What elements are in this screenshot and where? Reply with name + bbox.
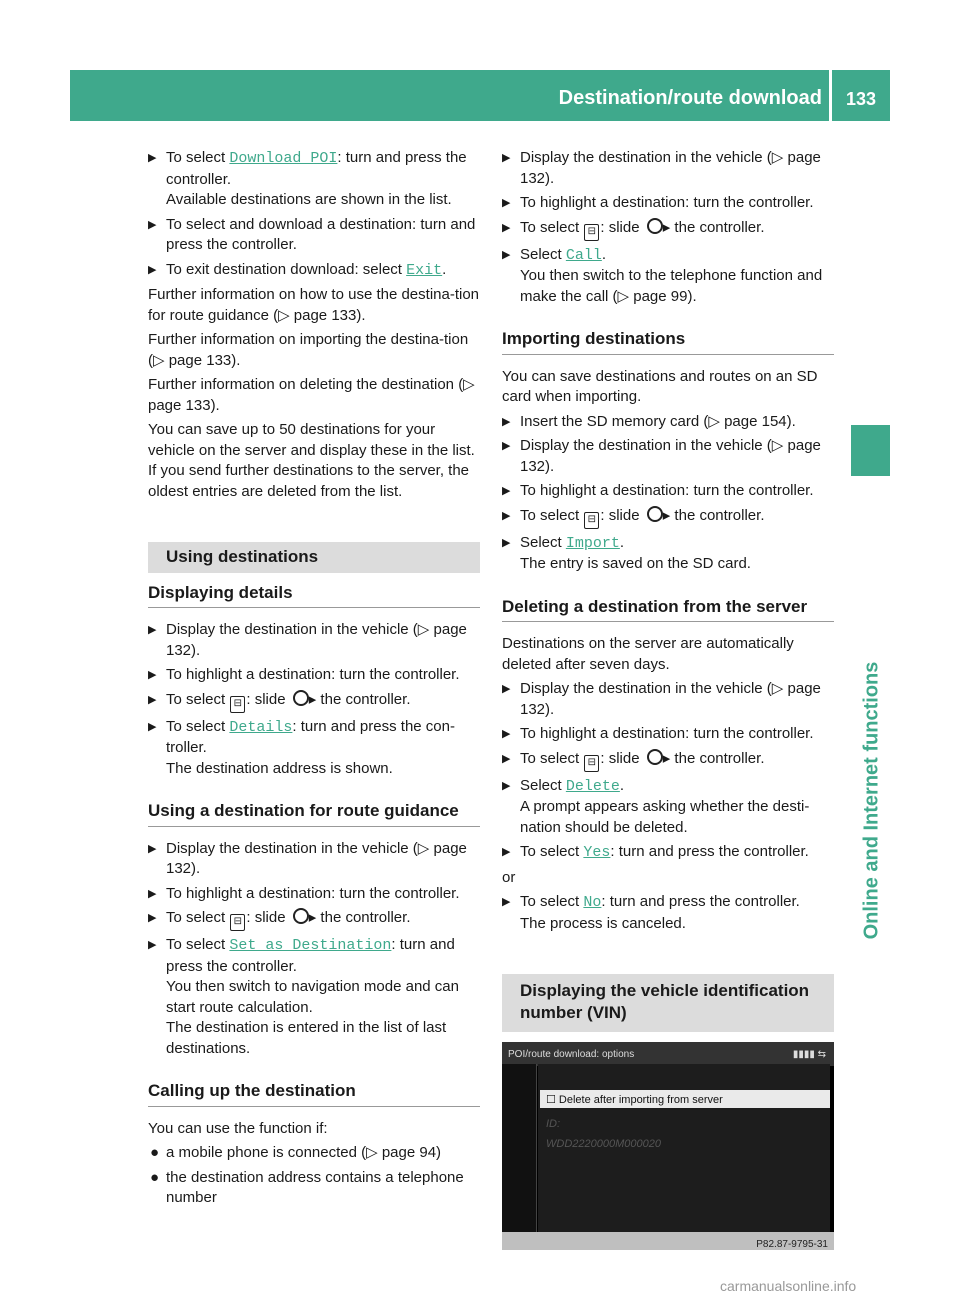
menu-item-label: Delete	[565, 777, 620, 795]
step-item	[502, 892, 834, 934]
step-text: the controller.	[316, 909, 411, 926]
step-text: To highlight a destination: turn the controller.	[166, 666, 460, 683]
step-text: : turn and press the controller.	[166, 149, 467, 188]
step-arrow-icon: ▶	[502, 248, 511, 261]
import-steps	[502, 412, 834, 575]
step-item	[502, 148, 834, 189]
signal-icon: ▮▮▮▮ ⇆	[792, 1049, 826, 1060]
vin-screenshot	[502, 1042, 834, 1250]
step-arrow-icon: ▶	[148, 887, 157, 900]
bullet-icon: ●	[150, 1168, 160, 1186]
step-text: To select	[166, 909, 230, 926]
menu-item-label: Details	[229, 718, 293, 736]
controller-icon	[647, 218, 663, 234]
step-result: A prompt appears asking whether the desti-nation should be deleted.	[520, 798, 810, 836]
step-text: To highlight a destination: turn the controller.	[166, 884, 460, 902]
delete-steps	[502, 679, 834, 864]
step-result: The process is canceled.	[520, 914, 686, 932]
step-text: To select	[520, 218, 584, 236]
screen-vin: WDD2220000M000020	[546, 1138, 661, 1150]
calling-intro: You can use the function if:	[148, 1119, 328, 1137]
paragraph: Further information on how to use the destina-tion for route guidance (▷ page 133).	[148, 286, 480, 324]
import-intro: You can save destinations and routes on an SD card when importing.	[502, 367, 818, 405]
step-text: To highlight a destination: turn the controller.	[520, 194, 814, 211]
step-text: Select	[520, 776, 566, 794]
options-icon: ⊟	[584, 224, 599, 241]
step-text: To select and download a destination: turn and press the controller.	[166, 215, 476, 253]
header-bar	[70, 70, 890, 121]
menu-item-label: Set as Destination	[229, 937, 392, 954]
step-text: To select	[166, 690, 230, 708]
paragraph: Further information on importing the destina-tion (▷ page 133).	[148, 331, 469, 369]
step-text: Display the destination in the vehicle (▷ page 132).	[166, 839, 467, 877]
arrow-right-icon: ▸	[662, 506, 671, 524]
step-arrow-icon: ▶	[502, 197, 511, 209]
step-text: Select	[520, 245, 566, 263]
screen-title: POI/route download: options	[508, 1049, 635, 1060]
section-band-vin: Displaying the vehicle identification number (VIN)	[502, 974, 834, 1032]
step-item	[148, 717, 480, 780]
header-divider	[829, 70, 832, 121]
step-result: You then switch to the telephone function and make the call (▷ page 99).	[520, 267, 823, 305]
step-text: Display the destination in the vehicle (▷ page 132).	[520, 149, 821, 187]
or-text: or	[502, 868, 516, 886]
options-icon: ⊟	[584, 755, 599, 772]
step-arrow-icon: ▶	[148, 263, 157, 276]
step-text: To exit destination download: select	[166, 260, 407, 278]
step-text: To highlight a destination: turn the controller.	[520, 725, 814, 742]
step-item	[148, 935, 480, 1059]
step-arrow-icon: ▶	[502, 779, 511, 792]
step-text: : slide	[600, 218, 644, 236]
options-icon: ⊟	[584, 512, 599, 529]
step-text: .	[619, 776, 625, 794]
step-arrow-icon: ▶	[502, 440, 511, 452]
side-tab-label: Online and Internet functions	[860, 661, 883, 939]
step-item	[502, 412, 834, 433]
step-item	[148, 215, 480, 256]
step-item	[502, 506, 834, 529]
options-icon: ⊟	[230, 914, 245, 931]
step-text: Display the destination in the vehicle (▷ page 132).	[520, 437, 821, 475]
screen-code-bar	[502, 1232, 834, 1250]
step-result: Available destinations are shown in the list.	[166, 191, 452, 208]
right-column	[502, 148, 834, 1250]
heading-delete: Deleting a destination from the server	[502, 597, 834, 623]
heading-displaying: Displaying details	[148, 583, 480, 609]
step-arrow-icon: ▶	[148, 693, 157, 706]
step-arrow-icon: ▶	[148, 842, 157, 855]
call-steps	[502, 148, 834, 307]
step-text: To select	[520, 893, 584, 910]
step-text: : slide	[600, 506, 644, 524]
header-title: Destination/route download	[558, 87, 822, 109]
step-text: the controller.	[316, 690, 411, 708]
step-text: : turn and press the con-troller.	[166, 717, 455, 756]
step-item	[148, 908, 480, 931]
route-steps	[148, 839, 480, 1060]
menu-item-label: No	[583, 894, 602, 911]
arrow-right-icon: ▸	[308, 909, 317, 926]
step-text: .	[601, 245, 607, 263]
bullet-text: the destination address contains a telephone number	[166, 1168, 464, 1206]
step-arrow-icon: ▶	[502, 846, 511, 858]
calling-bullets	[148, 1143, 480, 1209]
step-text: Select	[520, 533, 566, 551]
step-item	[502, 679, 834, 720]
step-arrow-icon: ▶	[502, 683, 511, 695]
step-item	[502, 842, 834, 864]
step-text: : slide	[246, 690, 290, 708]
heading-route: Using a destination for route guidance	[148, 801, 480, 827]
bullet-text: a mobile phone is connected (▷ page 94)	[166, 1144, 442, 1161]
section-band-using: Using destinations	[148, 542, 480, 573]
step-arrow-icon: ▶	[148, 624, 157, 636]
step-result: You then switch to navigation mode and can start route calculation.	[166, 978, 459, 1016]
step-text: : turn and press the controller.	[166, 936, 455, 975]
step-arrow-icon: ▶	[502, 752, 511, 765]
controller-icon	[647, 749, 663, 765]
heading-import: Importing destinations	[502, 329, 834, 355]
paragraph: Further information on deleting the destination (▷ page 133).	[148, 376, 475, 414]
step-text: the controller.	[670, 218, 765, 236]
watermark: carmanualsonline.info	[720, 1278, 857, 1294]
step-item	[148, 884, 480, 905]
step-text: the controller.	[670, 506, 765, 524]
step-arrow-icon: ▶	[148, 669, 157, 681]
step-arrow-icon: ▶	[148, 152, 157, 164]
step-arrow-icon: ▶	[502, 221, 511, 234]
bullet-item	[148, 1143, 480, 1164]
step-arrow-icon: ▶	[148, 218, 157, 231]
bullet-item	[148, 1168, 480, 1209]
arrow-right-icon: ▸	[308, 690, 317, 708]
arrow-right-icon: ▸	[662, 749, 671, 767]
menu-item-label: Import	[565, 534, 620, 552]
menu-item-label: Exit	[406, 261, 443, 279]
step-item	[148, 665, 480, 686]
step-item	[148, 260, 480, 282]
options-icon: ⊟	[230, 696, 245, 713]
screen-row-label: Delete after importing from server	[558, 1094, 723, 1106]
displaying-steps	[148, 620, 480, 779]
controller-icon	[293, 690, 309, 706]
step-arrow-icon: ▶	[502, 152, 511, 164]
intro-steps	[148, 148, 480, 281]
screen-title-bar	[502, 1042, 834, 1066]
step-item	[502, 436, 834, 477]
step-result: The destination is entered in the list of last destinations.	[166, 1019, 447, 1057]
left-column	[148, 148, 480, 1213]
step-text: : turn and press the controller.	[601, 893, 800, 910]
step-item	[148, 839, 480, 880]
screen-code: P82.87-9795-31	[756, 1239, 828, 1250]
step-item	[502, 724, 834, 745]
delete-intro: Destinations on the server are automatically deleted after seven days.	[502, 635, 794, 673]
step-arrow-icon: ▶	[502, 728, 511, 740]
step-text: : turn and press the controller.	[610, 843, 809, 860]
step-item	[502, 749, 834, 772]
step-arrow-icon: ▶	[148, 720, 157, 733]
paragraph: You can save up to 50 destinations for your vehicle on the server and display these in the list. If you send further destinations to the server, the oldest entries are deleted from the list.	[148, 421, 475, 500]
side-tab	[852, 661, 892, 939]
page-number: 133	[845, 89, 876, 109]
step-item	[148, 620, 480, 661]
screen-row-delete: ☐ Delete after importing from server	[540, 1090, 830, 1108]
step-item	[502, 533, 834, 575]
step-text: : slide	[246, 909, 290, 926]
step-text: .	[619, 533, 625, 551]
step-arrow-icon: ▶	[502, 415, 511, 428]
step-arrow-icon: ▶	[502, 509, 511, 522]
step-item	[502, 193, 834, 214]
step-arrow-icon: ▶	[148, 912, 157, 924]
heading-calling: Calling up the destination	[148, 1081, 480, 1107]
step-text: To highlight a destination: turn the controller.	[520, 482, 814, 499]
step-result: The destination address is shown.	[166, 759, 393, 777]
step-text: To select	[166, 936, 230, 953]
step-text: : slide	[600, 749, 644, 767]
screen-id-label: ID:	[546, 1118, 561, 1130]
step-arrow-icon: ▶	[502, 485, 511, 497]
step-arrow-icon: ▶	[502, 896, 511, 908]
intro-paragraphs	[148, 285, 480, 502]
step-item	[502, 245, 834, 308]
step-text: To select	[166, 149, 230, 166]
menu-item-label: Call	[565, 246, 602, 264]
step-result: The entry is saved on the SD card.	[520, 555, 751, 572]
step-item	[148, 690, 480, 713]
step-text: To select	[520, 506, 584, 524]
step-arrow-icon: ▶	[148, 939, 157, 951]
step-text: Insert the SD memory card (▷ page 154).	[520, 412, 796, 430]
step-item	[502, 218, 834, 241]
step-item	[502, 776, 834, 839]
step-arrow-icon: ▶	[502, 536, 511, 549]
screen-left-column	[502, 1064, 537, 1232]
step-item	[502, 481, 834, 502]
bullet-icon: ●	[150, 1144, 160, 1161]
step-text: Display the destination in the vehicle (▷ page 132).	[520, 680, 821, 718]
step-text: Display the destination in the vehicle (▷ page 132).	[166, 621, 467, 659]
menu-item-label: Download POI	[229, 150, 338, 167]
step-text: To select	[520, 749, 584, 767]
menu-item-label: Yes	[583, 844, 611, 861]
step-text: .	[442, 260, 447, 278]
step-text: To select	[166, 717, 230, 735]
arrow-right-icon: ▸	[662, 218, 671, 236]
no-step	[502, 892, 834, 934]
step-text: To select	[520, 843, 584, 860]
step-item	[148, 148, 480, 211]
controller-icon	[293, 908, 309, 924]
side-block	[851, 425, 890, 476]
controller-icon	[647, 506, 663, 522]
step-text: the controller.	[670, 749, 765, 767]
